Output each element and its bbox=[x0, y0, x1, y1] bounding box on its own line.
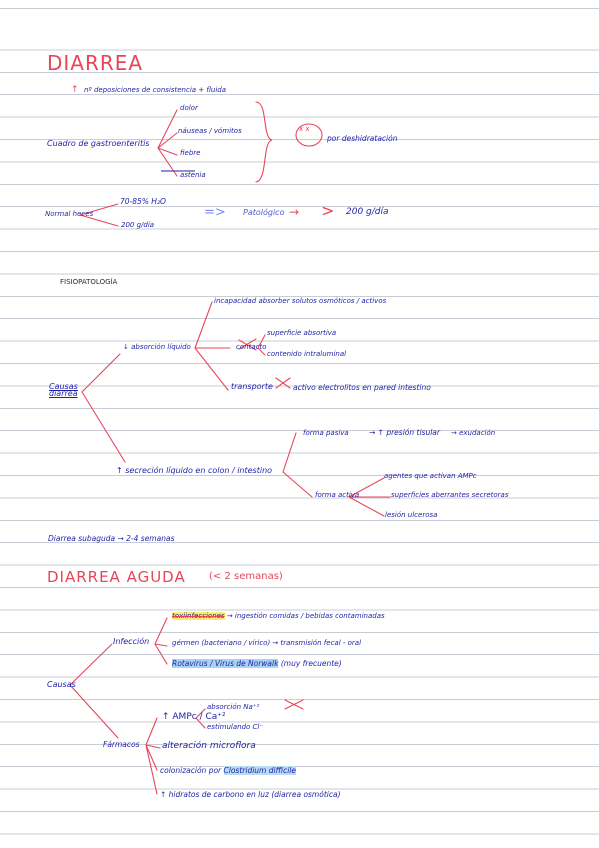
infeccion-item bbox=[172, 613, 385, 620]
absorcion-contacto: contacto bbox=[236, 343, 267, 351]
heces-arrow: → bbox=[289, 205, 300, 219]
diarrea-subaguda: Diarrea subaguda → 2-4 semanas bbox=[48, 534, 175, 543]
infeccion-item: gérmen (bacteriano / vírico) → transmisión fecal - oral bbox=[172, 639, 362, 647]
cuadro-item: astenia bbox=[180, 171, 206, 179]
farmacos-text: colonización por bbox=[160, 766, 222, 775]
secrecion-branch: ↑ secreción líquido en colon / intestino bbox=[116, 466, 273, 475]
cuadro-consequence: por deshidratación bbox=[327, 134, 398, 143]
definition-arrow: ↑ bbox=[71, 85, 79, 95]
heces-threshold: 200 g/día bbox=[346, 207, 389, 217]
heces-pathologic: Patológico bbox=[243, 208, 285, 217]
cuadro-label: Cuadro de gastroenteritis bbox=[47, 139, 150, 148]
activa-item: agentes que activan AMPc bbox=[384, 472, 477, 480]
contacto-item: contenido intraluminal bbox=[267, 350, 347, 358]
transporte-prefix: transporte bbox=[231, 382, 273, 391]
farmacos-item: ↑ hidratos de carbono en luz (diarrea osmótica) bbox=[160, 790, 341, 799]
activa-item: lesión ulcerosa bbox=[385, 511, 438, 519]
ampc-item: estimulando Cl⁻ bbox=[207, 723, 264, 731]
cuadro-item: dolor bbox=[180, 104, 198, 112]
ampc-item: absorción Na⁺² bbox=[207, 703, 260, 711]
activa-item: superficies aberrantes secretoras bbox=[391, 491, 509, 499]
absorcion-branch: ↓ absorción líquido bbox=[123, 343, 191, 351]
infeccion-text: → ingestión comidas / bebidas contaminadas bbox=[226, 612, 385, 620]
infeccion-item bbox=[172, 660, 342, 668]
heces-label: Normal heces bbox=[45, 210, 94, 218]
aguda-causas-root: Causas bbox=[47, 680, 76, 689]
transporte-text: activo electrolitos en pared intestino bbox=[293, 383, 431, 392]
greater-than-sign: > bbox=[321, 201, 335, 220]
dehydrated-face-icon: x x bbox=[299, 125, 310, 133]
contacto-item: superficie absortiva bbox=[267, 329, 337, 337]
implies-arrow: => bbox=[204, 205, 226, 220]
absorcion-sub: incapacidad absorber solutos osmóticos / activos bbox=[214, 297, 387, 305]
farmacos-item bbox=[160, 767, 296, 775]
causas-diarrea-root: Causas diarrea bbox=[49, 382, 78, 399]
infeccion-text: (muy frecuente) bbox=[280, 659, 342, 668]
farmacos-highlight: Clostridium difficile bbox=[223, 766, 296, 775]
cuadro-item: fiebre bbox=[180, 149, 201, 157]
pasiva-chain: → exudación bbox=[451, 429, 496, 437]
pasiva-chain: → ↑ presión tisular bbox=[369, 428, 440, 437]
forma-activa: forma activa bbox=[315, 491, 360, 499]
farmacos-ampc: ↑ AMPc / Ca⁺² bbox=[162, 712, 226, 722]
infeccion-highlight: toxiinfecciones bbox=[172, 612, 225, 620]
farmacos-item: alteración microflora bbox=[162, 741, 256, 751]
infeccion-highlight: Rotavirus / Virus de Norwalk bbox=[172, 659, 279, 668]
infeccion-label: Infección bbox=[113, 637, 150, 646]
aguda-title: DIARREA AGUDA bbox=[47, 568, 186, 586]
forma-pasiva: forma pasiva bbox=[303, 429, 349, 437]
fisiopatologia-heading: FISIOPATOLOGÍA bbox=[60, 278, 118, 286]
cuadro-item: náuseas / vómitos bbox=[178, 127, 242, 135]
heces-item: 70-85% H₂O bbox=[120, 197, 166, 206]
definition-text: nº deposiciones de consistencia + fluida bbox=[84, 86, 227, 94]
farmacos-label: Fármacos bbox=[103, 740, 140, 749]
page-title: DIARREA bbox=[47, 51, 144, 75]
aguda-title-note: (< 2 semanas) bbox=[209, 571, 283, 582]
heces-item: 200 g/día bbox=[121, 221, 155, 229]
